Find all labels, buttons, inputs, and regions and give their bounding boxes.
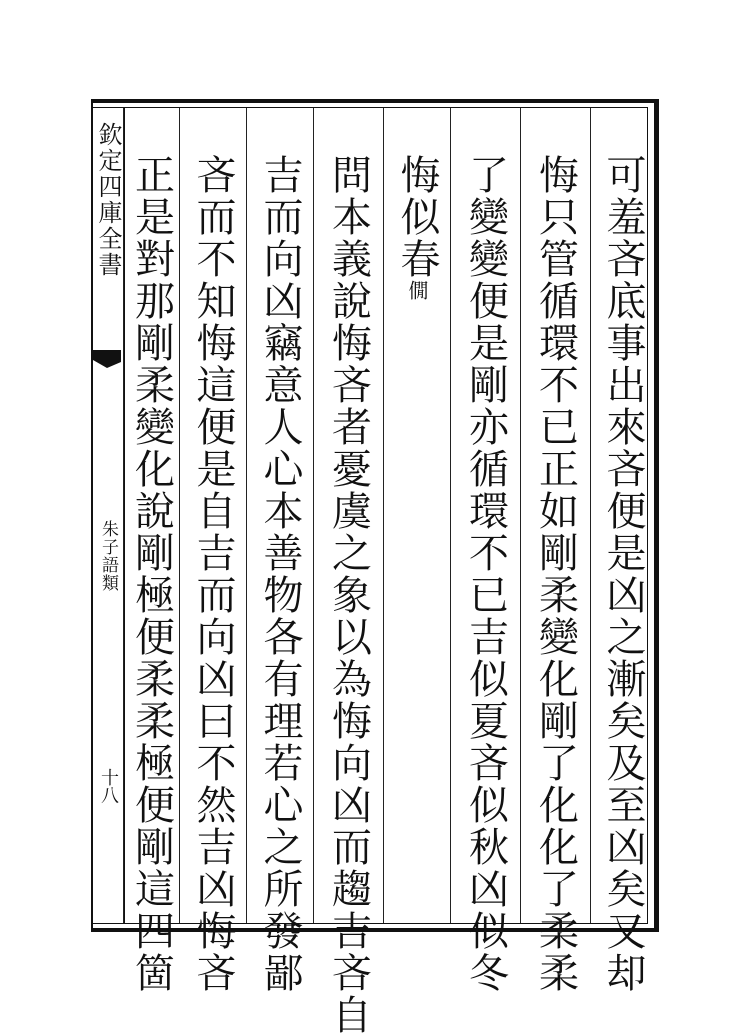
text-column-2 [520, 108, 590, 994]
text-column-3 [450, 108, 520, 994]
book-title: 欽定四庫全書 [94, 122, 122, 278]
page-frame [91, 99, 659, 1036]
column-text: 吉而向凶竊意人心本善物各有理若心之所發鄙 [257, 154, 303, 994]
column-text: 了變變便是剛亦循環不已吉似夏吝似秋凶似冬 [462, 154, 509, 994]
main-text: 悔似春 [394, 154, 440, 280]
text-block [93, 107, 648, 1036]
text-column-8 [123, 108, 179, 994]
banxin-column [93, 108, 125, 923]
column-text: 問本義說悔吝者憂虞之象以為悔向凶而趨吉吝自 [325, 154, 372, 1036]
column-text: 正是對那剛柔變化說剛極便柔柔極便剛這四箇 [128, 154, 175, 994]
text-column-7 [179, 108, 246, 994]
column-text: 可羞吝底事出來吝便是凶之漸矣及至凶矣又却 [600, 154, 646, 994]
text-column-6 [246, 108, 313, 994]
annotation-note: 僩 [405, 280, 429, 300]
text-column-4 [383, 108, 450, 923]
book-subtitle: 朱子語類 [98, 520, 118, 592]
text-column-1 [590, 108, 655, 994]
column-text [396, 154, 438, 300]
column-text: 吝而不知悔這便是自吉而向凶曰不然吉凶悔吝 [190, 154, 236, 994]
page-number: 十八 [98, 768, 119, 804]
fishtail-mark [93, 350, 121, 368]
column-text: 悔只管循環不已正如剛柔變化剛了化化了柔柔 [532, 154, 579, 994]
text-column-5 [313, 108, 383, 1036]
